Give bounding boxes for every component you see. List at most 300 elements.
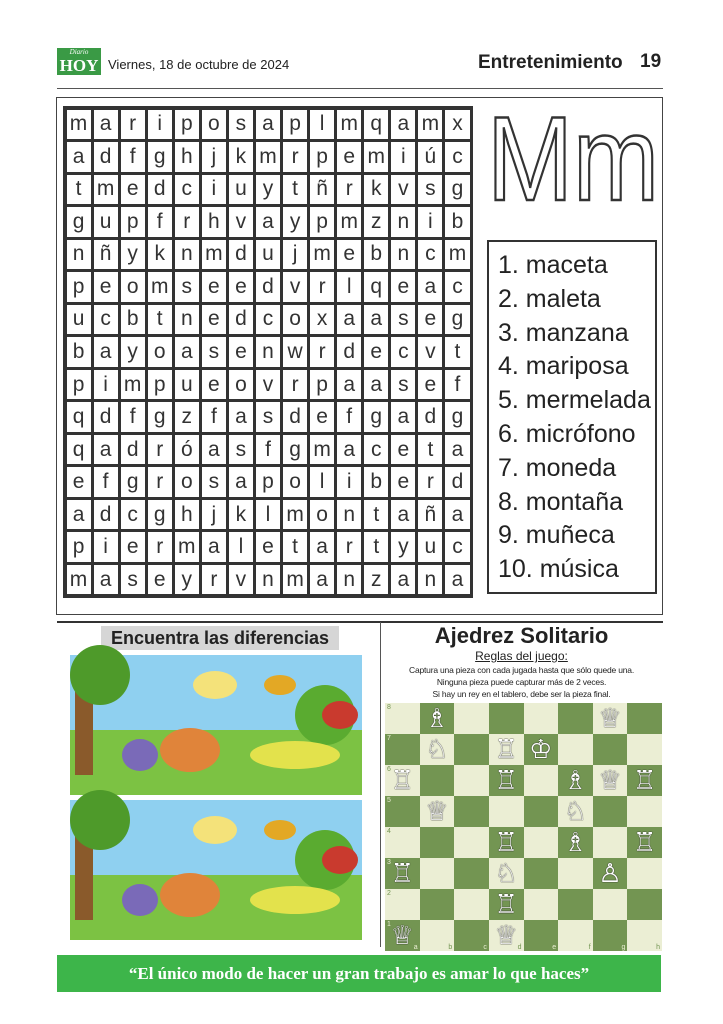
letter-cell[interactable]: y xyxy=(121,240,145,270)
letter-cell[interactable]: r xyxy=(148,435,172,465)
letter-cell[interactable]: q xyxy=(67,435,91,465)
letter-cell[interactable]: e xyxy=(364,337,388,367)
letter-cell[interactable]: p xyxy=(148,370,172,400)
square-e4[interactable] xyxy=(524,827,559,858)
square-h1[interactable] xyxy=(627,920,662,951)
square-d2[interactable] xyxy=(489,889,524,920)
letter-cell[interactable]: m xyxy=(310,435,334,465)
letter-cell[interactable]: e xyxy=(391,435,415,465)
letter-cell[interactable]: t xyxy=(67,175,91,205)
letter-cell[interactable]: e xyxy=(337,240,361,270)
letter-cell[interactable]: a xyxy=(391,565,415,595)
letter-cell[interactable]: i xyxy=(94,532,118,562)
square-a1[interactable] xyxy=(385,920,420,951)
letter-cell[interactable]: v xyxy=(418,337,442,367)
letter-cell[interactable]: f xyxy=(202,402,226,432)
chess-piece-icon[interactable]: ♘ xyxy=(563,796,588,826)
letter-cell[interactable]: r xyxy=(310,272,334,302)
square-h5[interactable] xyxy=(627,796,662,827)
letter-cell[interactable]: p xyxy=(310,370,334,400)
square-f7[interactable] xyxy=(558,734,593,765)
letter-cell[interactable]: h xyxy=(175,500,199,530)
letter-cell[interactable]: o xyxy=(283,305,307,335)
letter-cell[interactable]: p xyxy=(67,272,91,302)
letter-cell[interactable]: a xyxy=(391,500,415,530)
letter-cell[interactable]: s xyxy=(202,467,226,497)
letter-cell[interactable]: d xyxy=(229,240,253,270)
letter-cell[interactable]: t xyxy=(364,500,388,530)
letter-cell[interactable]: b xyxy=(364,467,388,497)
square-b7[interactable] xyxy=(420,734,455,765)
letter-cell[interactable]: c xyxy=(418,240,442,270)
letter-cell[interactable]: ú xyxy=(418,142,442,172)
chess-piece-icon[interactable]: ♗ xyxy=(425,703,449,733)
letter-cell[interactable]: d xyxy=(121,435,145,465)
letter-cell[interactable]: u xyxy=(94,207,118,237)
letter-cell[interactable]: t xyxy=(148,305,172,335)
letter-cell[interactable]: m xyxy=(337,207,361,237)
chess-piece-icon[interactable]: ♕ xyxy=(494,920,518,950)
square-d4[interactable] xyxy=(489,827,524,858)
letter-cell[interactable]: t xyxy=(283,532,307,562)
letter-cell[interactable]: c xyxy=(391,337,415,367)
chess-piece-icon[interactable]: ♖ xyxy=(633,827,657,857)
chess-piece-icon[interactable]: ♖ xyxy=(390,858,414,888)
letter-cell[interactable]: b xyxy=(445,207,469,237)
letter-cell[interactable]: e xyxy=(256,532,280,562)
square-e1[interactable] xyxy=(524,920,559,951)
letter-cell[interactable]: r xyxy=(148,532,172,562)
letter-cell[interactable]: b xyxy=(364,240,388,270)
letter-cell[interactable]: a xyxy=(202,435,226,465)
chess-piece-icon[interactable]: ♗ xyxy=(563,765,588,795)
letter-cell[interactable]: x xyxy=(445,110,469,140)
square-c1[interactable] xyxy=(454,920,489,951)
square-a5[interactable] xyxy=(385,796,420,827)
chess-piece-icon[interactable]: ♙ xyxy=(598,858,622,888)
square-f8[interactable] xyxy=(558,703,593,734)
letter-cell[interactable]: c xyxy=(445,142,469,172)
square-g8[interactable] xyxy=(593,703,628,734)
letter-cell[interactable]: m xyxy=(202,240,226,270)
square-g6[interactable] xyxy=(593,765,628,796)
letter-cell[interactable]: o xyxy=(310,500,334,530)
letter-cell[interactable]: m xyxy=(67,110,91,140)
letter-cell[interactable]: i xyxy=(391,142,415,172)
square-a8[interactable] xyxy=(385,703,420,734)
letter-cell[interactable]: ñ xyxy=(94,240,118,270)
letter-cell[interactable]: n xyxy=(67,240,91,270)
letter-cell[interactable]: u xyxy=(256,240,280,270)
square-b2[interactable] xyxy=(420,889,455,920)
letter-cell[interactable]: d xyxy=(418,402,442,432)
letter-cell[interactable]: g xyxy=(445,175,469,205)
letter-cell[interactable]: z xyxy=(364,565,388,595)
letter-cell[interactable]: g xyxy=(445,305,469,335)
letter-cell[interactable]: ñ xyxy=(310,175,334,205)
letter-cell[interactable]: e xyxy=(391,272,415,302)
letter-cell[interactable]: i xyxy=(94,370,118,400)
letter-cell[interactable]: a xyxy=(229,467,253,497)
letter-cell[interactable]: a xyxy=(445,500,469,530)
letter-cell[interactable]: l xyxy=(229,532,253,562)
letter-cell[interactable]: x xyxy=(310,305,334,335)
letter-cell[interactable]: a xyxy=(175,337,199,367)
square-g5[interactable] xyxy=(593,796,628,827)
letter-cell[interactable]: v xyxy=(229,565,253,595)
letter-cell[interactable]: e xyxy=(67,467,91,497)
square-h4[interactable] xyxy=(627,827,662,858)
letter-cell[interactable]: ñ xyxy=(418,500,442,530)
square-g7[interactable] xyxy=(593,734,628,765)
letter-cell[interactable]: e xyxy=(121,532,145,562)
letter-cell[interactable]: a xyxy=(337,370,361,400)
letter-cell[interactable]: m xyxy=(175,532,199,562)
letter-cell[interactable]: c xyxy=(256,305,280,335)
letter-cell[interactable]: m xyxy=(445,240,469,270)
chess-piece-icon[interactable]: ♖ xyxy=(633,765,657,795)
letter-cell[interactable]: a xyxy=(229,402,253,432)
letter-cell[interactable]: s xyxy=(229,435,253,465)
square-c6[interactable] xyxy=(454,765,489,796)
letter-cell[interactable]: n xyxy=(256,565,280,595)
chess-piece-icon[interactable]: ♖ xyxy=(494,765,518,795)
letter-cell[interactable]: r xyxy=(202,565,226,595)
letter-cell[interactable]: m xyxy=(418,110,442,140)
square-f6[interactable] xyxy=(558,765,593,796)
letter-cell[interactable]: v xyxy=(283,272,307,302)
letter-cell[interactable]: o xyxy=(175,467,199,497)
square-h2[interactable] xyxy=(627,889,662,920)
square-e2[interactable] xyxy=(524,889,559,920)
letter-cell[interactable]: e xyxy=(418,305,442,335)
letter-cell[interactable]: k xyxy=(229,500,253,530)
letter-cell[interactable]: a xyxy=(310,532,334,562)
letter-cell[interactable]: g xyxy=(148,500,172,530)
square-e8[interactable] xyxy=(524,703,559,734)
letter-cell[interactable]: n xyxy=(175,240,199,270)
letter-cell[interactable]: a xyxy=(256,207,280,237)
letter-cell[interactable]: n xyxy=(391,207,415,237)
square-e6[interactable] xyxy=(524,765,559,796)
letter-cell[interactable]: d xyxy=(148,175,172,205)
letter-cell[interactable]: u xyxy=(418,532,442,562)
letter-cell[interactable]: m xyxy=(67,565,91,595)
letter-cell[interactable]: t xyxy=(283,175,307,205)
square-b8[interactable] xyxy=(420,703,455,734)
square-d1[interactable] xyxy=(489,920,524,951)
letter-cell[interactable]: r xyxy=(283,370,307,400)
letter-cell[interactable]: e xyxy=(94,272,118,302)
letter-cell[interactable]: g xyxy=(67,207,91,237)
letter-cell[interactable]: e xyxy=(418,370,442,400)
letter-cell[interactable]: u xyxy=(67,305,91,335)
letter-cell[interactable]: p xyxy=(256,467,280,497)
letter-cell[interactable]: m xyxy=(364,142,388,172)
square-d3[interactable] xyxy=(489,858,524,889)
letter-cell[interactable]: k xyxy=(148,240,172,270)
letter-cell[interactable]: f xyxy=(121,142,145,172)
letter-cell[interactable]: m xyxy=(94,175,118,205)
chess-piece-icon[interactable]: ♘ xyxy=(425,734,449,764)
square-c2[interactable] xyxy=(454,889,489,920)
letter-cell[interactable]: j xyxy=(202,500,226,530)
square-h7[interactable] xyxy=(627,734,662,765)
letter-cell[interactable]: p xyxy=(121,207,145,237)
chess-piece-icon[interactable]: ♖ xyxy=(390,765,414,795)
letter-cell[interactable]: c xyxy=(175,175,199,205)
square-a7[interactable] xyxy=(385,734,420,765)
letter-cell[interactable]: n xyxy=(256,337,280,367)
letter-cell[interactable]: r xyxy=(175,207,199,237)
letter-cell[interactable]: s xyxy=(391,370,415,400)
letter-cell[interactable]: c xyxy=(121,500,145,530)
letter-cell[interactable]: f xyxy=(94,467,118,497)
letter-cell[interactable]: g xyxy=(148,142,172,172)
letter-cell[interactable]: h xyxy=(202,207,226,237)
letter-cell[interactable]: o xyxy=(283,467,307,497)
letter-cell[interactable]: s xyxy=(256,402,280,432)
letter-cell[interactable]: y xyxy=(256,175,280,205)
letter-cell[interactable]: d xyxy=(256,272,280,302)
letter-cell[interactable]: l xyxy=(337,272,361,302)
letter-cell[interactable]: b xyxy=(67,337,91,367)
square-a4[interactable] xyxy=(385,827,420,858)
letter-cell[interactable]: c xyxy=(364,435,388,465)
chess-piece-icon[interactable]: ♕ xyxy=(598,765,622,795)
chess-piece-icon[interactable]: ♖ xyxy=(494,827,518,857)
letter-cell[interactable]: i xyxy=(418,207,442,237)
letter-cell[interactable]: o xyxy=(202,110,226,140)
letter-cell[interactable]: o xyxy=(229,370,253,400)
square-b4[interactable] xyxy=(420,827,455,858)
letter-cell[interactable]: l xyxy=(310,110,334,140)
square-e5[interactable] xyxy=(524,796,559,827)
letter-cell[interactable]: o xyxy=(148,337,172,367)
letter-cell[interactable]: l xyxy=(310,467,334,497)
letter-cell[interactable]: v xyxy=(256,370,280,400)
square-f2[interactable] xyxy=(558,889,593,920)
square-e3[interactable] xyxy=(524,858,559,889)
square-b3[interactable] xyxy=(420,858,455,889)
square-d8[interactable] xyxy=(489,703,524,734)
letter-cell[interactable]: d xyxy=(283,402,307,432)
letter-cell[interactable]: i xyxy=(148,110,172,140)
letter-cell[interactable]: i xyxy=(202,175,226,205)
letter-cell[interactable]: d xyxy=(445,467,469,497)
letter-cell[interactable]: p xyxy=(175,110,199,140)
letter-cell[interactable]: s xyxy=(175,272,199,302)
letter-cell[interactable]: f xyxy=(148,207,172,237)
square-g4[interactable] xyxy=(593,827,628,858)
letter-cell[interactable]: z xyxy=(175,402,199,432)
letter-cell[interactable]: e xyxy=(391,467,415,497)
letter-cell[interactable]: s xyxy=(229,110,253,140)
letter-cell[interactable]: e xyxy=(229,272,253,302)
square-e7[interactable] xyxy=(524,734,559,765)
letter-cell[interactable]: p xyxy=(283,110,307,140)
letter-cell[interactable]: t xyxy=(364,532,388,562)
letter-cell[interactable]: u xyxy=(229,175,253,205)
letter-cell[interactable]: t xyxy=(418,435,442,465)
letter-cell[interactable]: e xyxy=(310,402,334,432)
letter-cell[interactable]: y xyxy=(175,565,199,595)
letter-cell[interactable]: a xyxy=(94,110,118,140)
letter-cell[interactable]: ó xyxy=(175,435,199,465)
letter-cell[interactable]: a xyxy=(364,305,388,335)
square-h8[interactable] xyxy=(627,703,662,734)
square-b6[interactable] xyxy=(420,765,455,796)
letter-cell[interactable]: m xyxy=(148,272,172,302)
letter-cell[interactable]: y xyxy=(283,207,307,237)
letter-cell[interactable]: c xyxy=(94,305,118,335)
chess-piece-icon[interactable]: ♕ xyxy=(425,796,449,826)
letter-cell[interactable]: n xyxy=(175,305,199,335)
letter-cell[interactable]: f xyxy=(121,402,145,432)
chess-piece-icon[interactable]: ♘ xyxy=(494,858,518,888)
square-f1[interactable] xyxy=(558,920,593,951)
chess-piece-icon[interactable]: ♕ xyxy=(598,703,622,733)
square-h6[interactable] xyxy=(627,765,662,796)
letter-cell[interactable]: e xyxy=(202,370,226,400)
square-a2[interactable] xyxy=(385,889,420,920)
letter-cell[interactable]: a xyxy=(94,337,118,367)
letter-cell[interactable]: a xyxy=(337,305,361,335)
chess-piece-icon[interactable]: ♗ xyxy=(563,827,588,857)
letter-cell[interactable]: e xyxy=(337,142,361,172)
square-g3[interactable] xyxy=(593,858,628,889)
letter-cell[interactable]: r xyxy=(337,532,361,562)
letter-cell[interactable]: a xyxy=(391,402,415,432)
letter-cell[interactable]: g xyxy=(121,467,145,497)
letter-cell[interactable]: q xyxy=(364,110,388,140)
letter-cell[interactable]: a xyxy=(67,142,91,172)
square-d7[interactable] xyxy=(489,734,524,765)
letter-cell[interactable]: f xyxy=(256,435,280,465)
letter-cell[interactable]: n xyxy=(391,240,415,270)
letter-cell[interactable]: g xyxy=(148,402,172,432)
letter-cell[interactable]: a xyxy=(337,435,361,465)
square-d5[interactable] xyxy=(489,796,524,827)
letter-cell[interactable]: r xyxy=(418,467,442,497)
letter-cell[interactable]: a xyxy=(256,110,280,140)
letter-cell[interactable]: d xyxy=(94,500,118,530)
square-c5[interactable] xyxy=(454,796,489,827)
letter-cell[interactable]: n xyxy=(337,500,361,530)
letter-cell[interactable]: l xyxy=(256,500,280,530)
letter-cell[interactable]: r xyxy=(121,110,145,140)
square-d6[interactable] xyxy=(489,765,524,796)
letter-cell[interactable]: j xyxy=(202,142,226,172)
square-b1[interactable] xyxy=(420,920,455,951)
letter-cell[interactable]: w xyxy=(283,337,307,367)
chess-piece-icon[interactable]: ♖ xyxy=(494,889,518,919)
letter-cell[interactable]: m xyxy=(310,240,334,270)
square-f3[interactable] xyxy=(558,858,593,889)
letter-cell[interactable]: f xyxy=(445,370,469,400)
square-g2[interactable] xyxy=(593,889,628,920)
letter-cell[interactable]: d xyxy=(94,402,118,432)
square-f5[interactable] xyxy=(558,796,593,827)
letter-cell[interactable]: a xyxy=(94,565,118,595)
letter-cell[interactable]: p xyxy=(67,370,91,400)
letter-cell[interactable]: n xyxy=(337,565,361,595)
letter-cell[interactable]: v xyxy=(391,175,415,205)
letter-cell[interactable]: a xyxy=(364,370,388,400)
square-c7[interactable] xyxy=(454,734,489,765)
letter-cell[interactable]: a xyxy=(445,435,469,465)
letter-cell[interactable]: s xyxy=(202,337,226,367)
letter-cell[interactable]: k xyxy=(229,142,253,172)
letter-cell[interactable]: y xyxy=(391,532,415,562)
square-h3[interactable] xyxy=(627,858,662,889)
letter-cell[interactable]: a xyxy=(94,435,118,465)
chess-piece-icon[interactable]: ♕ xyxy=(390,920,414,950)
letter-cell[interactable]: a xyxy=(418,272,442,302)
letter-cell[interactable]: p xyxy=(67,532,91,562)
letter-cell[interactable]: i xyxy=(337,467,361,497)
letter-cell[interactable]: r xyxy=(337,175,361,205)
letter-cell[interactable]: e xyxy=(148,565,172,595)
square-b5[interactable] xyxy=(420,796,455,827)
square-a3[interactable] xyxy=(385,858,420,889)
letter-cell[interactable]: e xyxy=(202,272,226,302)
letter-cell[interactable]: d xyxy=(229,305,253,335)
letter-cell[interactable]: d xyxy=(337,337,361,367)
letter-cell[interactable]: h xyxy=(175,142,199,172)
letter-cell[interactable]: p xyxy=(310,207,334,237)
chess-piece-icon[interactable]: ♖ xyxy=(494,734,518,764)
square-f4[interactable] xyxy=(558,827,593,858)
letter-cell[interactable]: e xyxy=(121,175,145,205)
square-c8[interactable] xyxy=(454,703,489,734)
letter-cell[interactable]: e xyxy=(202,305,226,335)
letter-cell[interactable]: r xyxy=(283,142,307,172)
letter-cell[interactable]: m xyxy=(256,142,280,172)
letter-cell[interactable]: a xyxy=(310,565,334,595)
letter-cell[interactable]: f xyxy=(337,402,361,432)
letter-cell[interactable]: a xyxy=(391,110,415,140)
letter-cell[interactable]: g xyxy=(283,435,307,465)
letter-cell[interactable]: a xyxy=(202,532,226,562)
letter-cell[interactable]: d xyxy=(94,142,118,172)
square-c4[interactable] xyxy=(454,827,489,858)
letter-cell[interactable]: b xyxy=(121,305,145,335)
letter-cell[interactable]: q xyxy=(67,402,91,432)
letter-cell[interactable]: u xyxy=(175,370,199,400)
letter-cell[interactable]: y xyxy=(121,337,145,367)
letter-cell[interactable]: t xyxy=(445,337,469,367)
letter-cell[interactable]: j xyxy=(283,240,307,270)
letter-cell[interactable]: m xyxy=(337,110,361,140)
letter-cell[interactable]: k xyxy=(364,175,388,205)
letter-cell[interactable]: g xyxy=(364,402,388,432)
letter-cell[interactable]: a xyxy=(67,500,91,530)
letter-cell[interactable]: m xyxy=(283,500,307,530)
letter-cell[interactable]: s xyxy=(121,565,145,595)
letter-cell[interactable]: o xyxy=(121,272,145,302)
letter-cell[interactable]: n xyxy=(418,565,442,595)
letter-cell[interactable]: v xyxy=(229,207,253,237)
letter-cell[interactable]: s xyxy=(418,175,442,205)
letter-cell[interactable]: s xyxy=(391,305,415,335)
letter-cell[interactable]: a xyxy=(445,565,469,595)
letter-cell[interactable]: z xyxy=(364,207,388,237)
letter-cell[interactable]: c xyxy=(445,532,469,562)
square-g1[interactable] xyxy=(593,920,628,951)
letter-cell[interactable]: m xyxy=(121,370,145,400)
letter-cell[interactable]: r xyxy=(148,467,172,497)
